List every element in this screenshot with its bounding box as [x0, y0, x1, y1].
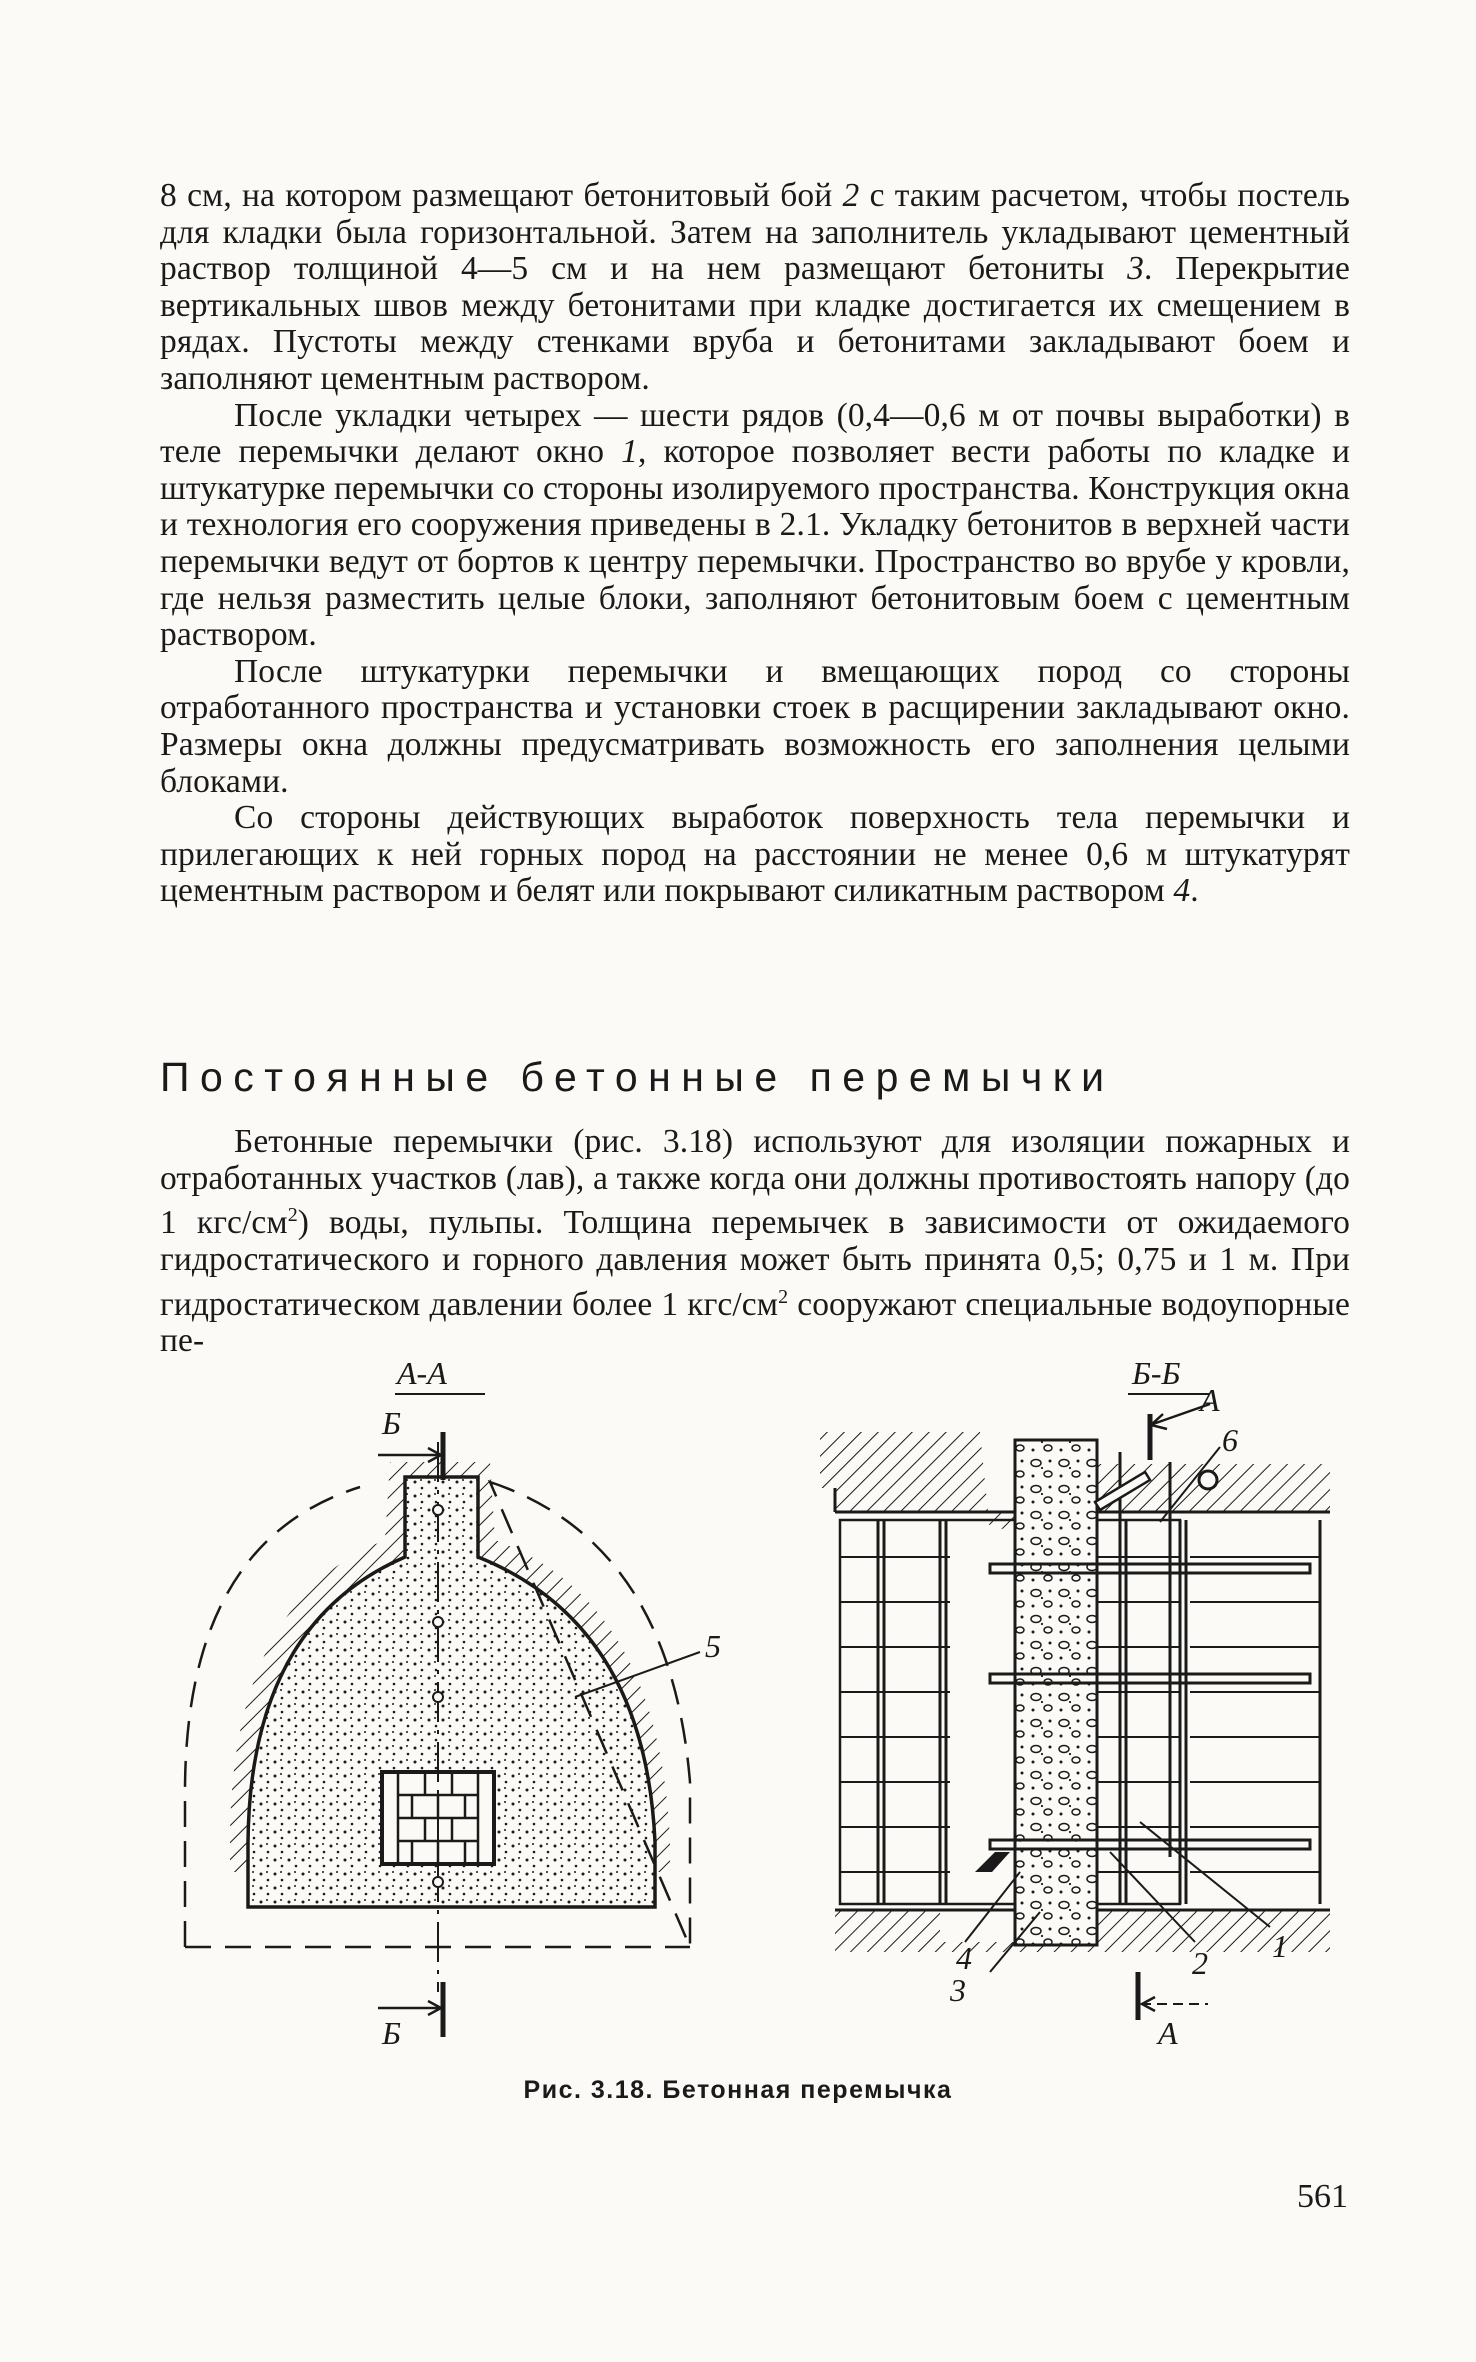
label-cut-a-top: А [1200, 1382, 1220, 1418]
callout-1: 1 [1272, 1928, 1288, 1964]
section-heading: Постоянные бетонные перемычки [160, 1054, 1115, 1100]
callout-5: 5 [705, 1628, 721, 1664]
callout-6: 6 [1222, 1422, 1238, 1458]
callout-4: 4 [956, 1940, 972, 1976]
page-number: 561 [1297, 2178, 1348, 2215]
label-section-b-b: Б-Б [1132, 1355, 1181, 1391]
section-a-a [185, 1394, 700, 2037]
callout-3: 3 [950, 1972, 966, 2008]
figure-3-18 [160, 1352, 1350, 2072]
label-cut-b-bottom: Б [382, 2015, 401, 2051]
body-text-bottom [160, 1124, 1350, 1360]
body-text-top [160, 178, 1350, 910]
figure-caption: Рис. 3.18. Бетонная перемычка [523, 2076, 953, 2104]
paragraph-5: Бетонные перемычки (рис. 3.18) используют для изоляции пожарных и отработанных участков (лав), а также когда они должны противостоять напору (до 1 кгс/$см^2$) воды, пульпы. Толщина перемычек в зависимости от ожидаемого гидростатического и горного давления может быть принята 0,5; 0,75 и 1 м. При гидростатическом давлении более 1 кгс/$см^2$ сооружают специальные водоупорные пе- [160, 1123, 1350, 1360]
paragraph-4: Со стороны действующих выработок поверхность тела перемычки и прилегающих к ней горных пород на расстоянии не менее 0,6 м штукатурят цементным раствором и белят или покрывают силикатным раствором 4. [160, 799, 1350, 910]
paragraph-1: 8 см, на котором размещают бетонитовый бой 2 с таким расчетом, чтобы постель для кладки была горизонтальной. Затем на заполнитель укладывают цементный раствор толщиной 4—5 см и на нем размещают бетониты 3. Перекрытие вертикальных швов между бетонитами при кладке достигается их смещением в рядах. Пустоты между стенками вруба и бетонитами закладывают боем и заполняют цементным раствором. [160, 177, 1351, 397]
section-b-b [820, 1394, 1330, 2020]
label-section-a-a: А-А [397, 1355, 447, 1391]
label-cut-b-top: Б [382, 1405, 401, 1441]
figure-drawing [160, 1352, 1350, 2072]
paragraph-2: После укладки четырех — шести рядов (0,4—0,6 м от почвы выработки) в теле перемычки делают окно 1, которое позволяет вести работы по кладке и штукатурке перемычки со стороны изолируемого пространства. Конструкция окна и технология его сооружения приведены в 2.1. Укладку бетонитов в верхней части перемычки ведут от бортов к центру перемычки. Пространство во врубе у кровли, где нельзя разместить целые блоки, заполняют бетонитовым боем с цементным раствором. [160, 396, 1350, 654]
callout-2: 2 [1192, 1945, 1208, 1981]
paragraph-3: После штукатурки перемычки и вмещающих пород со стороны отработанного пространства и установки стоек в расщирении закладывают окно. Размеры окна должны предусматривать возможность его заполнения целыми блоками. [160, 652, 1350, 800]
label-cut-a-bottom: А [1158, 2015, 1178, 2051]
